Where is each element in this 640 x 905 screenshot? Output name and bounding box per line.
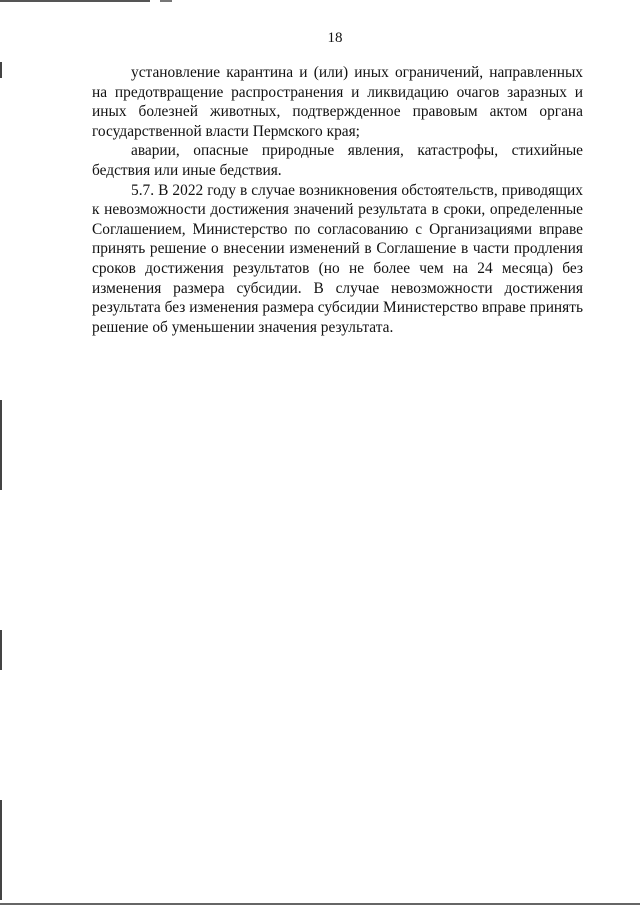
scan-edge-tick — [160, 0, 172, 2]
paragraph-5-7: 5.7. В 2022 году в случае возникновения обстоятельств, приводящих к невозможности достижения значений результата в сроки, определенные Соглашением, Министерство по согласованию с Организациями вправе принять решение о внесении изменений в Соглашение в части продления сроков достижения результатов (но не более чем на 24 месяца) без изменения размера субсидии. В случае невозможности достижения результата без изменения размера субсидии Министерство вправе принять решение об уменьшении значения результата. — [92, 181, 583, 336]
scan-margin-mark — [0, 800, 2, 900]
paragraph-quarantine: установление карантина и (или) иных ограничений, направленных на предотвращение распространения и ликвидацию очагов заразных и иных болезней животных, подтвержденное правовым актом органа государственной власти Пермского края; — [92, 64, 583, 140]
paragraph-disasters: аварии, опасные природные явления, катастрофы, стихийные бедствия или иные бедствия. — [92, 142, 583, 179]
scan-margin-mark — [0, 62, 2, 78]
scan-margin-mark — [0, 630, 2, 670]
body-text — [92, 63, 583, 337]
scan-edge-line — [0, 0, 150, 2]
page-number: 18 — [327, 30, 343, 46]
scan-margin-mark — [0, 400, 2, 490]
